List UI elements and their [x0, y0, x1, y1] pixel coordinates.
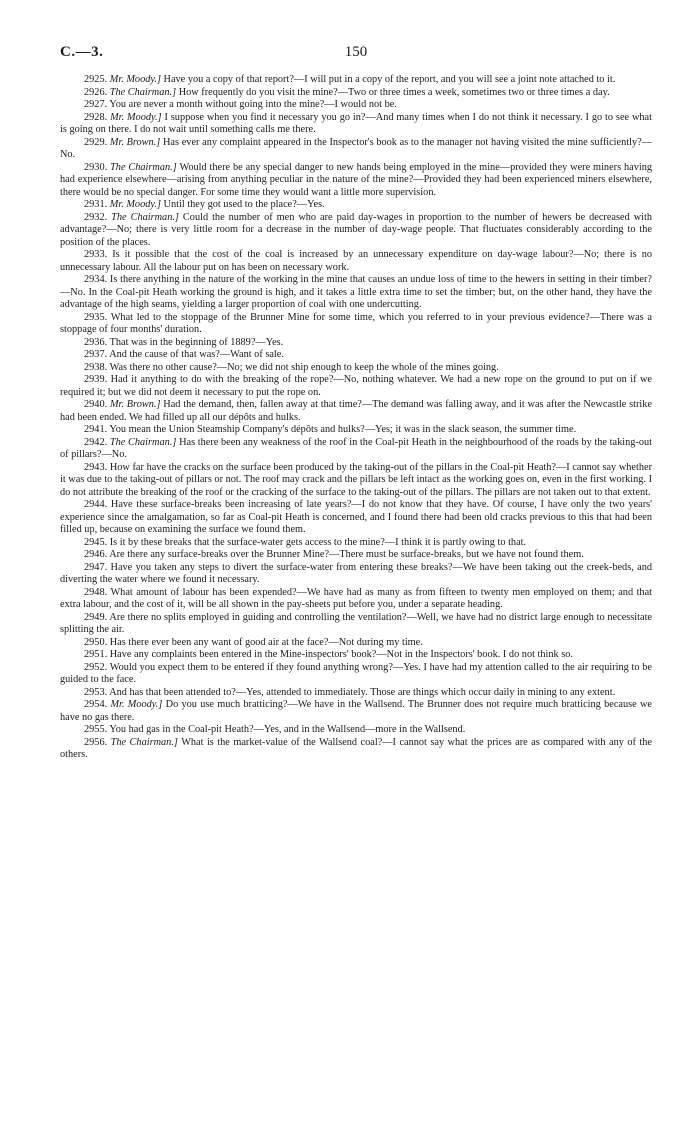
page-header — [60, 44, 652, 74]
speaker-name: The Chairman.] — [109, 436, 177, 448]
evidence-paragraph — [60, 87, 652, 100]
question-number: 2954. — [84, 699, 108, 710]
question-answer-text: You mean the Union Steamship Company's dépôts and hulks?—Yes; it was in the slack season, the summer time. — [109, 424, 577, 435]
question-answer-text: Have these surface-breaks been increasing of late years?—I do not know that they have. Of course, I have only the two years' experience since the amalgamation, so far as Coal-pit Heath is concerned, and I found there had been old cracks previous to this that had been filled up, because on examining the surface we found them. — [60, 499, 652, 535]
question-answer-text: Are there any surface-breaks over the Brunner Mine?—There must be surface-breaks, but we have not found them. — [109, 549, 584, 560]
question-number: 2948. — [84, 586, 108, 598]
evidence-paragraph — [60, 112, 652, 137]
document-page — [60, 44, 652, 762]
evidence-paragraph — [60, 687, 652, 700]
page-number: 150 — [344, 44, 368, 60]
question-number: 2950. — [84, 636, 108, 648]
speaker-name: The Chairman.] — [111, 211, 179, 223]
evidence-paragraph — [60, 274, 652, 312]
question-answer-text: Has there been any weakness of the roof in the Coal-pit Heath in the neighbourhood of the roads by the taking-out of pillars?—No. — [60, 436, 653, 460]
evidence-paragraph — [60, 162, 652, 200]
evidence-paragraph — [60, 587, 652, 612]
evidence-paragraph — [60, 337, 652, 350]
question-answer-text: How far have the cracks on the surface been produced by the taking-out of the pillars in the Coal-pit Heath?—I cannot say whether it was due to the taking-out of pillars or not. The roof may crack and the pillars be left intact as the working goes on, even in the first working. I do not attribute the breaking of the roof or the cracking of the surface to the taking-out of the pillars. The pillars are not taken out to that extent. — [60, 461, 653, 498]
question-answer-text: Could the number of men who are paid day-wages in proportion to the number of hewers be decreased with advantage?—No; there is very little room for a decrease in the number of day-wage people. That fluctuates considerably according to the position of the places. — [60, 211, 652, 248]
speaker-name: Mr. Moody.] — [110, 111, 162, 123]
question-number: 2956. — [84, 736, 108, 748]
question-answer-text: How frequently do you visit the mine?—Two or three times a week, sometimes two or three times a day. — [178, 86, 610, 98]
speaker-name: Mr. Brown.] — [109, 399, 161, 410]
speaker-name: The Chairman.] — [110, 736, 178, 748]
question-answer-text: Have you taken any steps to divert the surface-water from entering these breaks?—We have been taking out the creek-beds, and diverting the water where we found it necessary. — [60, 561, 652, 585]
question-answer-text: Have you a copy of that report?—I will put in a copy of the report, and you will see a joint note attached to it. — [163, 74, 616, 85]
question-number: 2936. — [84, 336, 108, 348]
question-answer-text: Had it anything to do with the breaking of the rope?—No, nothing whatever. We had a new rope on the ground to put on if we required it; but we did not deem it necessary to put the rope on. — [60, 374, 652, 398]
speaker-name: The Chairman.] — [109, 86, 177, 98]
question-number: 2939. — [84, 374, 108, 385]
question-answer-text: Would there be any special danger to new hands being employed in the mine—provided they were miners having had experience elsewhere—arising from anything peculiar in the nature of the mine?—Provided they had been experienced miners elsewhere, there would be no special danger. For some time they would want a little more supervision. — [60, 161, 652, 198]
question-number: 2927. — [84, 99, 108, 110]
speaker-name: Mr. Moody.] — [109, 199, 161, 210]
question-answer-text: Do you use much bratticing?—We have in the Wallsend. The Brunner does not require much bratticing because we have no gas there. — [60, 699, 652, 723]
speaker-name: Mr. Brown.] — [109, 136, 161, 148]
question-answer-text: Would you expect them to be entered if they found anything wrong?—Yes. I have had my attention called to the air requiring to be guided to the face. — [60, 661, 652, 685]
evidence-paragraph — [60, 737, 652, 762]
evidence-paragraph — [60, 99, 652, 112]
document-code: C.—3. — [60, 44, 104, 60]
evidence-paragraph — [60, 74, 652, 87]
question-number: 2941. — [84, 424, 108, 435]
evidence-paragraph — [60, 612, 652, 637]
question-answer-text: Is it possible that the cost of the coal is increased by an unnecessary expenditure on day-wage labour?—No; there is no unnecessary labour. All the labour put on has been on necessary work. — [60, 249, 652, 273]
question-answer-text: What led to the stoppage of the Brunner Mine for some time, which you referred to in your previous evidence?—There was a stoppage of four months' duration. — [60, 311, 652, 335]
question-number: 2947. — [84, 561, 108, 573]
question-number: 2952. — [84, 661, 108, 673]
question-number: 2928. — [84, 111, 108, 123]
question-answer-text: I suppose when you find it necessary you go in?—And many times when I do not think it necessary. I go to see what is going on there. I do not wait until something calls me there. — [60, 111, 652, 135]
question-answer-text: And has that been attended to?—Yes, attended to immediately. Those are things which occur daily in mining to any extent. — [109, 686, 616, 698]
question-number: 2937. — [84, 349, 108, 360]
evidence-paragraph — [60, 637, 652, 650]
question-number: 2934. — [84, 274, 108, 285]
evidence-paragraph — [60, 437, 652, 462]
evidence-paragraph — [60, 699, 652, 724]
evidence-paragraph — [60, 349, 652, 362]
question-number: 2933. — [84, 249, 108, 260]
evidence-body — [60, 74, 652, 762]
evidence-paragraph — [60, 537, 652, 550]
evidence-paragraph — [60, 399, 652, 424]
evidence-paragraph — [60, 199, 652, 212]
speaker-name: Mr. Moody.] — [110, 699, 163, 710]
question-number: 2935. — [84, 311, 108, 323]
question-number: 2946. — [84, 549, 108, 560]
speaker-name: Mr. Moody.] — [109, 74, 161, 85]
evidence-paragraph — [60, 249, 652, 274]
question-number: 2938. — [84, 361, 108, 373]
question-number: 2955. — [84, 724, 108, 735]
question-number: 2943. — [84, 461, 108, 473]
question-number: 2932. — [84, 211, 108, 223]
question-number: 2931. — [84, 199, 108, 210]
question-number: 2944. — [84, 499, 108, 510]
question-number: 2951. — [84, 649, 108, 660]
question-number: 2945. — [84, 536, 108, 548]
evidence-paragraph — [60, 312, 652, 337]
question-answer-text: Had the demand, then, fallen away at that time?—The demand was falling away, and it was after the Newcastle strike had been ended. We had filled up all our dépôts and hulks. — [60, 399, 652, 423]
evidence-paragraph — [60, 137, 652, 162]
evidence-paragraph — [60, 212, 652, 250]
evidence-paragraph — [60, 549, 652, 562]
question-answer-text: Was there no other cause?—No; we did not ship enough to keep the whole of the mines going. — [109, 361, 499, 373]
evidence-paragraph — [60, 662, 652, 687]
evidence-paragraph — [60, 724, 652, 737]
evidence-paragraph — [60, 424, 652, 437]
evidence-paragraph — [60, 562, 652, 587]
question-answer-text: Is it by these breaks that the surface-water gets access to the mine?—I think it is partly owing to that. — [109, 536, 527, 548]
evidence-paragraph — [60, 374, 652, 399]
evidence-paragraph — [60, 362, 652, 375]
question-answer-text: Has there ever been any want of good air at the face?—Not during my time. — [109, 636, 423, 648]
speaker-name: The Chairman.] — [110, 161, 177, 173]
evidence-paragraph — [60, 499, 652, 537]
question-number: 2940. — [84, 399, 108, 410]
evidence-paragraph — [60, 462, 652, 500]
question-answer-text: Have any complaints been entered in the Mine-inspectors' book?—Not in the Inspectors' book. I do not think so. — [109, 649, 573, 660]
question-number: 2930. — [84, 161, 108, 173]
question-number: 2925. — [84, 74, 108, 85]
question-answer-text: That was in the beginning of 1889?—Yes. — [109, 336, 284, 348]
evidence-paragraph — [60, 649, 652, 662]
question-answer-text: What is the market-value of the Wallsend coal?—I cannot say what the prices are as compared with any of the others. — [60, 736, 652, 760]
question-answer-text: Are there no splits employed in guiding and controlling the ventilation?—Well, we have had no district large enough to necessitate splitting the air. — [60, 611, 653, 635]
question-number: 2926. — [84, 86, 108, 98]
question-number: 2942. — [84, 436, 108, 448]
question-answer-text: You are never a month without going into the mine?—I would not be. — [109, 99, 397, 110]
question-number: 2929. — [84, 136, 108, 148]
question-answer-text: What amount of labour has been expended?—We have had as many as from fifteen to twenty men employed on them; and that extra labour, and the cost of it, will be all shown in the pay-sheets put before you, under a separate heading. — [60, 586, 653, 610]
question-number: 2949. — [84, 611, 108, 623]
question-answer-text: And the cause of that was?—Want of sale. — [109, 349, 284, 360]
question-answer-text: You had gas in the Coal-pit Heath?—Yes, and in the Wallsend—more in the Wallsend. — [109, 724, 466, 735]
question-number: 2953. — [84, 686, 108, 698]
question-answer-text: Until they got used to the place?—Yes. — [163, 199, 325, 210]
question-answer-text: Has ever any complaint appeared in the Inspector's book as to the manager not having visited the mine sufficiently?—No. — [60, 136, 653, 160]
question-answer-text: Is there anything in the nature of the working in the mine that causes an undue loss of time to the hewers in setting in their timber?—No. In the Coal-pit Heath working the ground is high, and it takes a little extra time to set the timber; but, on the other hand, they have the advantage of the high seams, yielding a larger proportion of coal with one undercutting. — [60, 274, 652, 310]
